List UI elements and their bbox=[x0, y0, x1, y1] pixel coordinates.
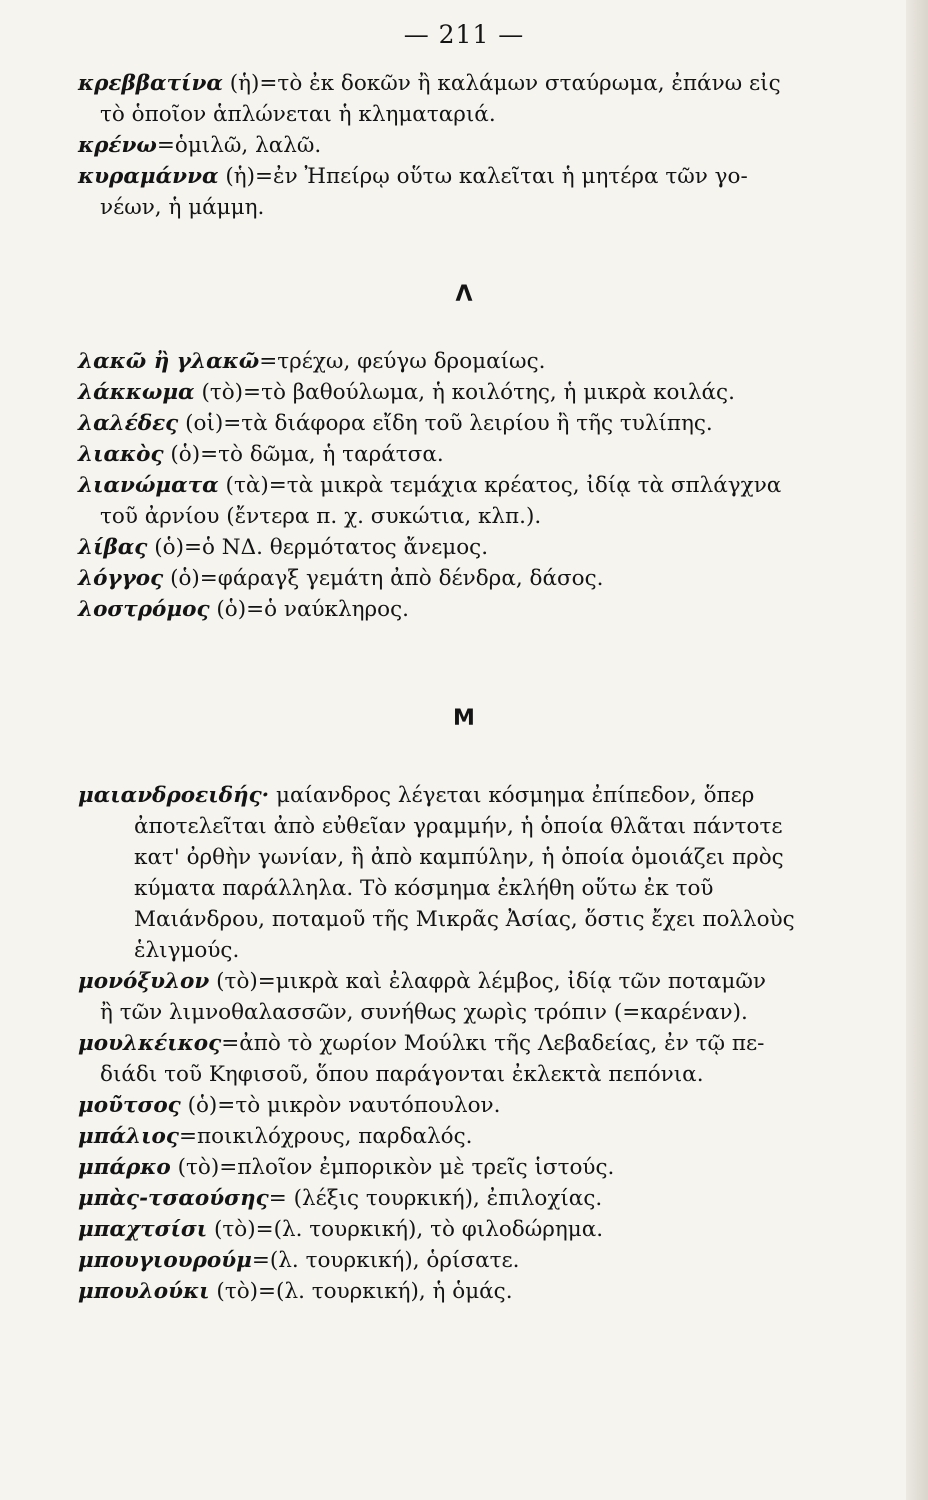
definition-continued: τοῦ ἀρνίου (ἔντερα π. χ. συκώτια, κλπ.). bbox=[100, 504, 542, 529]
headword: μοῦτσος bbox=[78, 1093, 181, 1118]
entry-longos bbox=[78, 563, 818, 594]
definition: (ἡ)=ἐν Ἠπείρῳ οὕτω καλεῖται ἡ μητέρα τῶν γο- bbox=[218, 164, 748, 189]
definition: (ἡ)=τὸ ἐκ δοκῶν ἢ καλάμων σταύρωμα, ἐπάνω εἰς bbox=[222, 71, 781, 96]
entry-mparko bbox=[78, 1152, 818, 1183]
section-k-entries bbox=[78, 68, 818, 223]
entry-moutsos bbox=[78, 1090, 818, 1121]
definition: (τὸ)=(λ. τουρκική), ἡ ὁμάς. bbox=[209, 1279, 513, 1304]
definition: (τὸ)=(λ. τουρκική), τὸ φιλοδώρημα. bbox=[207, 1217, 604, 1242]
headword: κυραμάννα bbox=[78, 164, 219, 189]
definition: =ἀπὸ τὸ χωρίον Μούλκι τῆς Λεβαδείας, ἐν τῷ πε- bbox=[221, 1031, 765, 1056]
headword: λοστρόμος bbox=[78, 597, 210, 622]
entry-monoxylon bbox=[78, 966, 818, 1028]
section-mu-entries bbox=[78, 780, 818, 1307]
headword: μουλκέικος bbox=[78, 1031, 222, 1056]
entry-lako bbox=[78, 346, 818, 377]
entry-moulkeikos bbox=[78, 1028, 818, 1090]
entry-lostromos bbox=[78, 594, 818, 625]
headword: μπουλούκι bbox=[78, 1279, 210, 1304]
entry-liakos bbox=[78, 439, 818, 470]
headword: μονόξυλον bbox=[78, 969, 210, 994]
definition: (ὁ)=ὁ ΝΔ. θερμότατος ἄνεμος. bbox=[147, 535, 489, 560]
headword: λαλέδες bbox=[78, 411, 179, 436]
definition: (τὰ)=τὰ μικρὰ τεμάχια κρέατος, ἰδίᾳ τὰ σπλάγχνα bbox=[218, 473, 782, 498]
headword: μπαχτσίσι bbox=[78, 1217, 208, 1242]
definition: (οἱ)=τὰ διάφορα εἴδη τοῦ λειρίου ἢ τῆς τυλίπης. bbox=[178, 411, 713, 436]
definition: (τὸ)=μικρὰ καὶ ἐλαφρὰ λέμβος, ἰδίᾳ τῶν ποταμῶν bbox=[209, 969, 766, 994]
section-lambda-entries bbox=[78, 346, 818, 625]
entry-lakkoma bbox=[78, 377, 818, 408]
headword: κρεββατίνα bbox=[78, 71, 223, 96]
section-heading-mu: Μ bbox=[453, 706, 475, 731]
headword: μπουγιουρούμ bbox=[78, 1248, 252, 1273]
page-number: — 211 — bbox=[403, 20, 525, 49]
definition-continued: ἀποτελεῖται ἀπὸ εὐθεῖαν γραμμήν, ἡ ὁποία θλᾶται πάντοτε κατ' ὀρθὴν γωνίαν, ἢ ἀπὸ καμπύλην, ἡ ὁποία ὁμοιάζει πρὸς κύματα παράλληλα. Τὸ κόσμημα ἐκλήθη οὕτω ἐκ τοῦ Μαιάνδρου, ποταμοῦ τῆς Μικρᾶς Ἀσίας, ὅστις ἔχει πολλοὺς ἑλιγμούς. bbox=[134, 814, 795, 963]
definition: μαίανδρος λέγεται κόσμημα ἐπίπεδον, ὅπερ bbox=[269, 783, 755, 808]
headword: λιανώματα bbox=[78, 473, 219, 498]
entry-mpas-tsaousis bbox=[78, 1183, 818, 1214]
definition: (ὁ)=τὸ μικρὸν ναυτόπουλον. bbox=[180, 1093, 501, 1118]
entry-livas bbox=[78, 532, 818, 563]
headword: λακῶ ἢ γλακῶ bbox=[78, 349, 260, 374]
definition: = (λέξις τουρκική), ἐπιλοχίας. bbox=[268, 1186, 603, 1211]
headword: λόγγος bbox=[78, 566, 164, 591]
definition: =τρέχω, φεύγω δρομαίως. bbox=[259, 349, 546, 374]
definition: =ποικιλόχρους, παρδαλός. bbox=[178, 1124, 473, 1149]
headword: λιακὸς bbox=[78, 442, 164, 467]
entry-mpolouki bbox=[78, 1276, 818, 1307]
definition: =ὁμιλῶ, λαλῶ. bbox=[156, 133, 322, 158]
definition-continued: διάδι τοῦ Κηφισοῦ, ὅπου παράγονται ἐκλεκτὰ πεπόνια. bbox=[100, 1062, 704, 1087]
entry-kreno bbox=[78, 130, 818, 161]
entry-mpougiouroum bbox=[78, 1245, 818, 1276]
entry-mpalios bbox=[78, 1121, 818, 1152]
definition: (τὸ)=πλοῖον ἐμπορικὸν μὲ τρεῖς ἱστούς. bbox=[170, 1155, 615, 1180]
headword: λίβας bbox=[78, 535, 148, 560]
entry-lalEdes bbox=[78, 408, 818, 439]
headword: μπάλιος bbox=[78, 1124, 179, 1149]
definition: (ὁ)=τὸ δῶμα, ἡ ταράτσα. bbox=[163, 442, 444, 467]
page-edge-shadow bbox=[906, 0, 928, 1500]
definition-continued: νέων, ἡ μάμμη. bbox=[100, 195, 265, 220]
headword: κρένω bbox=[78, 133, 157, 158]
headword: μπὰς-τσαούσης bbox=[78, 1186, 269, 1211]
headword: λάκκωμα bbox=[78, 380, 195, 405]
entry-kyramanna bbox=[78, 161, 818, 223]
entry-maiandroeidis bbox=[78, 780, 818, 966]
definition: (τὸ)=τὸ βαθούλωμα, ἡ κοιλότης, ἡ μικρὰ κοιλάς. bbox=[194, 380, 735, 405]
entry-krevvatina bbox=[78, 68, 818, 130]
definition-continued: τὸ ὁποῖον ἁπλώνεται ἡ κληματαριά. bbox=[100, 102, 496, 127]
headword: μαιανδροειδής· bbox=[78, 783, 270, 808]
definition: (ὁ)=ὁ ναύκληρος. bbox=[209, 597, 409, 622]
definition: (ὁ)=φάραγξ γεμάτη ἀπὸ δένδρα, δάσος. bbox=[163, 566, 604, 591]
definition: =(λ. τουρκική), ὁρίσατε. bbox=[251, 1248, 520, 1273]
headword: μπάρκο bbox=[78, 1155, 171, 1180]
entry-lianomata bbox=[78, 470, 818, 532]
entry-mpachtsisi bbox=[78, 1214, 818, 1245]
definition-continued: ἢ τῶν λιμνοθαλασσῶν, συνήθως χωρὶς τρόπιν (=καρέναν). bbox=[100, 1000, 748, 1025]
section-heading-lambda: Λ bbox=[455, 282, 473, 307]
